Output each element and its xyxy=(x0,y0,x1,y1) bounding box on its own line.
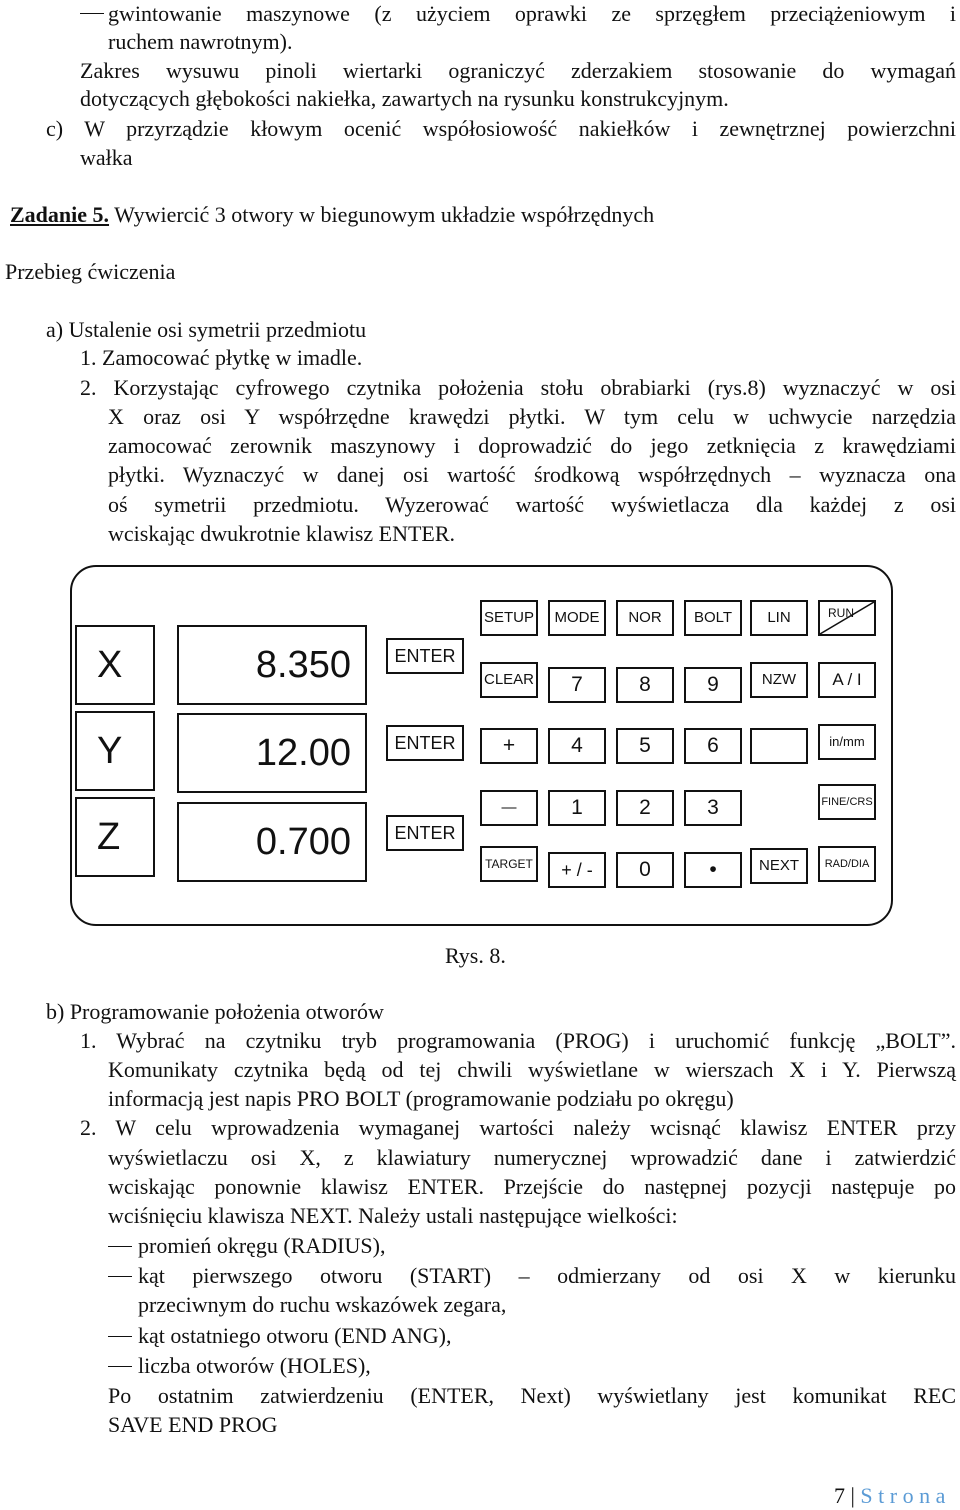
bullet-dash xyxy=(108,1336,132,1337)
decimal-point-key[interactable]: • xyxy=(684,852,742,888)
page-number: 7 xyxy=(834,1483,845,1508)
step-text: płytki. Wyznaczyć w danej osi wartość środkową współrzędnych – wyznacza ona xyxy=(108,462,956,487)
step-text: oś symetrii przedmiotu. Wyzerować wartość wyświetlacza dla każdej z osi xyxy=(108,492,956,517)
key-3[interactable]: 3 xyxy=(684,790,742,826)
figure-caption: Rys. 8. xyxy=(445,943,506,968)
bullet-text: kąt ostatniego otworu (END ANG), xyxy=(138,1323,452,1348)
step-text: X oraz osi Y współrzędne krawędzi płytki. W tym celu w uchwycie narzędzia xyxy=(108,404,956,429)
step-text: 2. W celu wprowadzenia wymaganej wartości należy wcisnąć klawisz ENTER przy xyxy=(80,1115,956,1140)
text-line: dotyczących głębokości nakiełka, zawartych na rysunku konstrukcyjnym. xyxy=(80,86,729,111)
task-title: Wywiercić 3 otwory w biegunowym układzie współrzędnych xyxy=(109,202,655,227)
display-x: 8.350 xyxy=(177,625,367,705)
bullet-dash xyxy=(108,1246,132,1247)
section-heading: b) Programowanie położenia otworów xyxy=(46,999,384,1024)
target-key[interactable]: TARGET xyxy=(480,846,538,882)
nzw-key[interactable]: NZW xyxy=(750,662,808,698)
section-heading: a) Ustalenie osi symetrii przedmiotu xyxy=(46,317,367,342)
next-key[interactable]: NEXT xyxy=(750,848,808,884)
abs-inc-key[interactable]: A / I xyxy=(818,662,876,698)
enter-button-x[interactable]: ENTER xyxy=(386,638,464,674)
footer-separator: | xyxy=(845,1483,861,1508)
key-7[interactable]: 7 xyxy=(548,667,606,703)
text-line: ruchem nawrotnym). xyxy=(108,29,293,54)
clear-key[interactable]: CLEAR xyxy=(480,662,538,698)
enter-button-z[interactable]: ENTER xyxy=(386,815,464,851)
step-text: 1. Wybrać na czytniku tryb programowania (PROG) i uruchomić funkcję „BOLT”. xyxy=(80,1028,956,1053)
step-text: wyświetlaczu osi X, z klawiatury numerycznej wprowadzić dane i zatwierdzić xyxy=(108,1145,956,1170)
axis-label-z: Z xyxy=(75,797,155,877)
text-line: c) W przyrządzie kłowym ocenić współosiowość nakiełków i zewnętrznej powierzchni xyxy=(46,116,956,141)
step-text: 2. Korzystając cyfrowego czytnika położenia stołu obrabiarki (rys.8) wyznaczyć w osi xyxy=(80,375,956,400)
course-heading: Przebieg ćwiczenia xyxy=(5,259,176,284)
key-1[interactable]: 1 xyxy=(548,790,606,826)
mode-key[interactable]: MODE xyxy=(548,600,606,636)
setup-key[interactable]: SETUP xyxy=(480,600,538,636)
text-line: Zakres wysuwu pinoli wiertarki ograniczyć zderzakiem stosowanie do wymagań xyxy=(80,58,956,83)
step-text: zamocować zerownik maszynowy i doprowadzić do jego zetknięcia z krawędziami xyxy=(108,433,956,458)
key-0[interactable]: 0 xyxy=(616,852,674,888)
step-text: wciskając ponownie klawisz ENTER. Przejście do następnej pozycji następuje po xyxy=(108,1174,956,1199)
run-key[interactable] xyxy=(818,600,876,636)
bullet-text: liczba otworów (HOLES), xyxy=(138,1353,371,1378)
bolt-key[interactable]: BOLT xyxy=(684,600,742,636)
bullet-dash xyxy=(108,1276,132,1277)
paragraph-text: SAVE END PROG xyxy=(108,1412,278,1437)
step-text: informacją jest napis PRO BOLT (programowanie podziału po okręgu) xyxy=(108,1086,734,1111)
lin-key[interactable]: LIN xyxy=(750,600,808,636)
key-4[interactable]: 4 xyxy=(548,728,606,764)
step-text: wciśnięciu klawisza NEXT. Należy ustali następujące wielkości: xyxy=(108,1203,678,1228)
bullet-text: kąt pierwszego otworu (START) – odmierzany od osi X w kierunku xyxy=(138,1263,956,1288)
blank-key[interactable] xyxy=(750,728,808,764)
footer-label: S t r o n a xyxy=(860,1483,946,1508)
step-text: Komunikaty czytnika będą od tej chwili wyświetlane w wierszach X i Y. Pierwszą xyxy=(108,1057,956,1082)
axis-label-y: Y xyxy=(75,711,155,791)
bullet-text: promień okręgu (RADIUS), xyxy=(138,1233,386,1258)
diagonal-slash-icon xyxy=(818,600,876,636)
text-line: gwintowanie maszynowe (z użyciem oprawki ze sprzęgłem przeciążeniowym i xyxy=(108,1,956,26)
run-key-label: RUN xyxy=(828,606,854,620)
text-line: wałka xyxy=(80,145,133,170)
bullet-dash xyxy=(80,13,104,14)
nor-key[interactable]: NOR xyxy=(616,600,674,636)
task-heading xyxy=(10,201,654,229)
plus-key[interactable]: + xyxy=(480,728,538,764)
key-2[interactable]: 2 xyxy=(616,790,674,826)
plus-minus-key[interactable]: + / - xyxy=(548,852,606,888)
task-label: Zadanie 5. xyxy=(10,202,110,227)
paragraph-text: Po ostatnim zatwierdzeniu (ENTER, Next) wyświetlany jest komunikat REC xyxy=(108,1383,956,1408)
in-mm-key[interactable]: in/mm xyxy=(818,724,876,760)
step-text: 1. Zamocować płytkę w imadle. xyxy=(80,345,363,370)
enter-button-y[interactable]: ENTER xyxy=(386,725,464,761)
minus-key[interactable]: — xyxy=(480,790,538,826)
key-6[interactable]: 6 xyxy=(684,728,742,764)
bullet-dash xyxy=(108,1366,132,1367)
fine-crs-key[interactable]: FINE/CRS xyxy=(818,784,876,820)
axis-label-x: X xyxy=(75,625,155,705)
key-8[interactable]: 8 xyxy=(616,667,674,703)
page-footer xyxy=(834,1482,945,1510)
key-9[interactable]: 9 xyxy=(684,667,742,703)
step-text: wciskając dwukrotnie klawisz ENTER. xyxy=(108,521,456,546)
display-y: 12.00 xyxy=(177,713,367,793)
bullet-text: przeciwnym do ruchu wskazówek zegara, xyxy=(138,1292,507,1317)
display-z: 0.700 xyxy=(177,802,367,882)
key-5[interactable]: 5 xyxy=(616,728,674,764)
rad-dia-key[interactable]: RAD/DIA xyxy=(818,846,876,882)
